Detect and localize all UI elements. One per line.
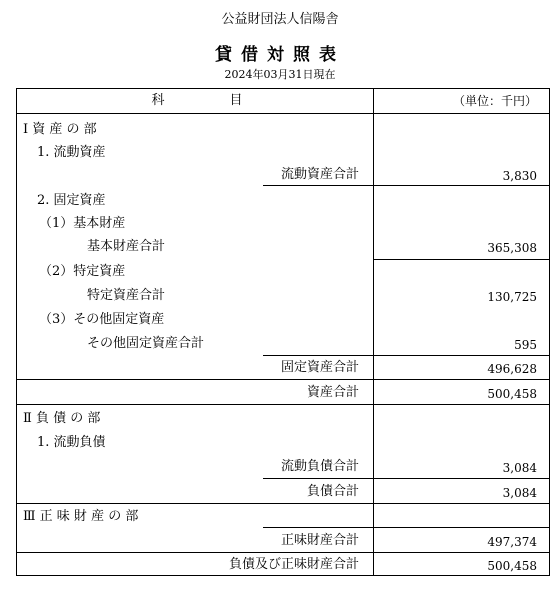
current-liabilities-total-label: 流動負債合計: [280, 459, 359, 474]
specified-assets-total-value: 130,725: [487, 290, 537, 304]
assets-total-label: 資産合計: [306, 385, 359, 400]
net-assets-total-value: 497,374: [487, 535, 537, 549]
header-divider: [17, 113, 549, 114]
liab-net-total-label: 負債及び正味財産合計: [228, 557, 359, 572]
rule-fixed-assets: [17, 379, 549, 380]
other-fixed-total-label: その他固定資産合計: [87, 336, 205, 351]
basic-property-total-label: 基本財産合計: [87, 239, 166, 254]
section-assets: Ⅰ 資 産 の 部: [23, 122, 97, 137]
rule-basic-property: [373, 259, 549, 260]
net-assets-total-label: 正味財産合計: [280, 533, 359, 548]
other-fixed-total-value: 595: [514, 338, 537, 352]
fixed-assets-heading: 2. 固定資産: [37, 193, 106, 208]
section-net-assets: Ⅲ 正 味 財 産 の 部: [23, 509, 139, 524]
basic-property-total-value: 365,308: [487, 241, 537, 255]
basic-property-heading: （1）基本財産: [39, 216, 126, 231]
liabilities-total-label: 負債合計: [306, 484, 359, 499]
document-title: 貸借対照表: [215, 45, 345, 65]
fixed-assets-total-label: 固定資産合計: [280, 360, 359, 375]
as-of-date: 2024年03月31日現在: [224, 68, 336, 81]
balance-sheet-table: [16, 88, 550, 576]
rule-net-assets-total: [17, 552, 549, 553]
section-liabilities: Ⅱ 負 債 の 部: [23, 411, 101, 426]
current-liabilities-total-value: 3,084: [502, 461, 537, 475]
col-header-subject: 科 目: [151, 93, 243, 108]
col-header-unit: （単位：千円）: [452, 94, 537, 108]
current-assets-total-value: 3,830: [502, 169, 537, 183]
assets-total-value: 500,458: [487, 387, 537, 401]
current-assets-heading: 1. 流動資産: [37, 145, 106, 160]
specified-assets-heading: （2）特定資産: [39, 264, 126, 279]
current-assets-total-label: 流動資産合計: [280, 167, 359, 182]
other-fixed-heading: （3）その他固定資産: [39, 312, 165, 327]
liab-net-total-value: 500,458: [487, 559, 537, 573]
rule-assets-total: [17, 404, 549, 405]
liabilities-total-value: 3,084: [502, 486, 537, 500]
rule-other-fixed: [263, 355, 549, 356]
rule-net-assets-heading: [263, 527, 549, 528]
rule-liabilities-total: [17, 503, 549, 504]
current-liabilities-heading: 1. 流動負債: [37, 435, 106, 450]
organization-name: 公益財団法人信陽舎: [221, 12, 339, 27]
rule-current-assets: [263, 185, 549, 186]
specified-assets-total-label: 特定資産合計: [87, 288, 166, 303]
rule-current-liabilities: [263, 478, 549, 479]
fixed-assets-total-value: 496,628: [487, 362, 537, 376]
